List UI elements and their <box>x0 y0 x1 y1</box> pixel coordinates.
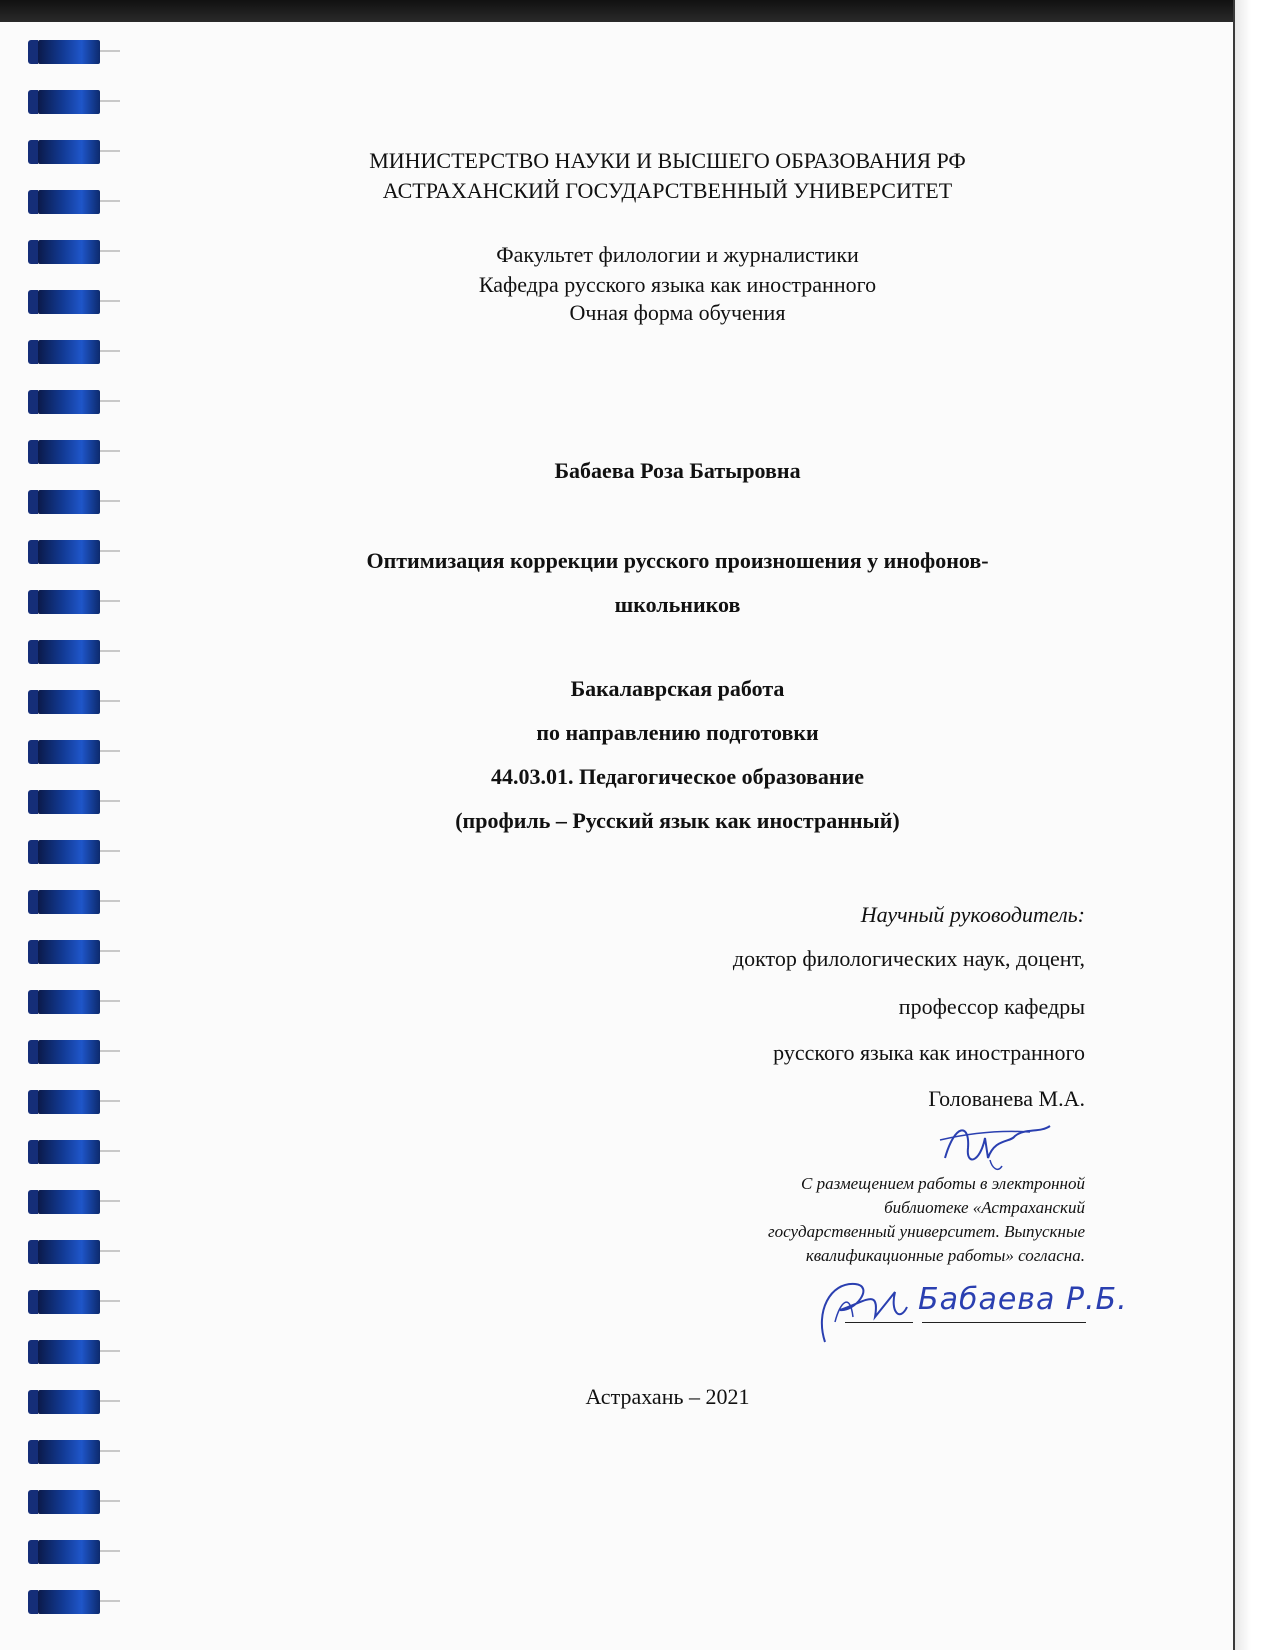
supervisor-name: Голованева М.А. <box>928 1086 1085 1111</box>
consent-line4: квалификационные работы» согласна. <box>805 1246 1085 1265</box>
study-form: Очная форма обучения <box>569 300 786 325</box>
university-name: АСТРАХАНСКИЙ ГОСУДАРСТВЕННЫЙ УНИВЕРСИТЕТ <box>382 178 953 203</box>
work-profile: (профиль – Русский язык как иностранный) <box>455 808 900 833</box>
work-type: Бакалаврская работа <box>570 676 785 701</box>
consent-line3: государственный университет. Выпускные <box>768 1222 1085 1241</box>
city-year: Астрахань – 2021 <box>585 1384 750 1409</box>
consent-line1: С размещением работы в электронной <box>801 1174 1085 1193</box>
scan-top-edge <box>0 0 1275 22</box>
thesis-title-line1: Оптимизация коррекции русского произношения у инофонов- <box>366 548 989 573</box>
supervisor-degree: доктор филологических наук, доцент, <box>732 946 1085 971</box>
work-code: 44.03.01. Педагогическое образование <box>490 764 865 789</box>
consent-line2: библиотеке «Астраханский <box>884 1198 1085 1217</box>
signature-line-2 <box>922 1322 1086 1323</box>
supervisor-position: профессор кафедры <box>898 994 1085 1019</box>
author-signature <box>795 1272 915 1352</box>
author-signature-name: Бабаева Р.Б. <box>918 1282 1128 1317</box>
faculty-name: Факультет филологии и журналистики <box>496 242 859 267</box>
work-direction: по направлению подготовки <box>536 720 819 745</box>
department-name: Кафедра русского языка как иностранного <box>478 272 877 297</box>
supervisor-department: русского языка как иностранного <box>773 1040 1085 1065</box>
author-name: Бабаева Роза Батыровна <box>554 458 801 483</box>
thesis-title-line2: школьников <box>614 592 741 617</box>
supervisor-label: Научный руководитель: <box>860 902 1085 927</box>
supervisor-signature <box>930 1118 1070 1178</box>
ministry-name: МИНИСТЕРСТВО НАУКИ И ВЫСШЕГО ОБРАЗОВАНИЯ РФ <box>369 148 966 173</box>
